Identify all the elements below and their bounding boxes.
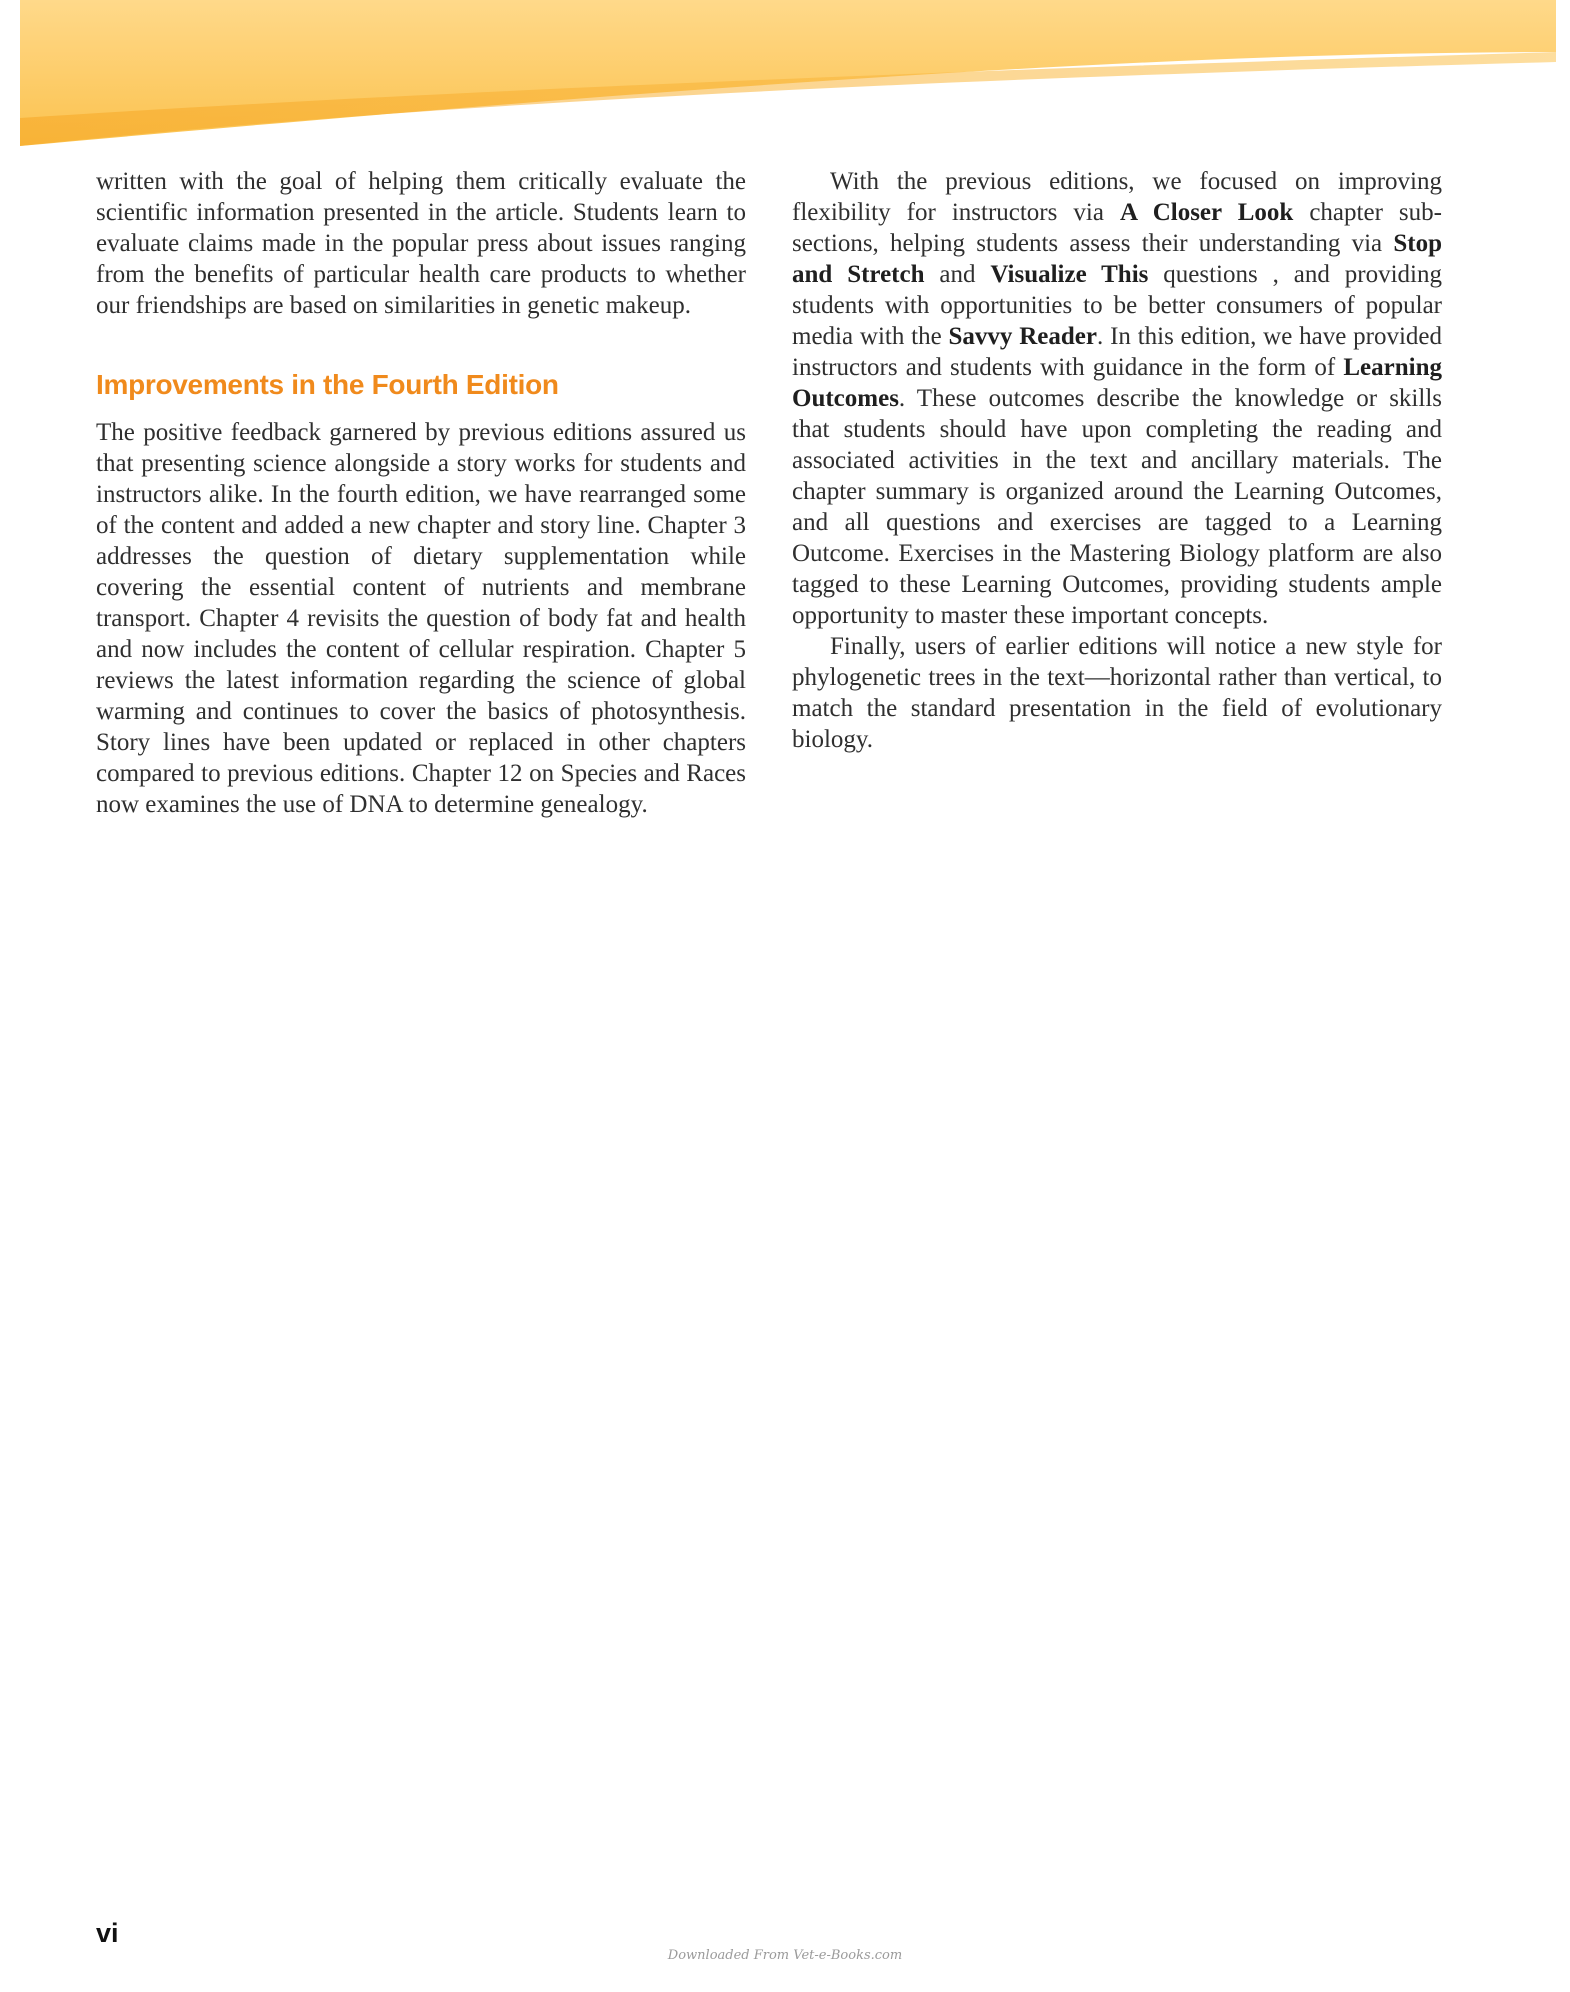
keyword-savvy-reader: Savvy Reader xyxy=(948,323,1097,350)
watermark-text: Downloaded From Vet-e-Books.com xyxy=(667,1948,903,1963)
page-number: vi xyxy=(96,1918,119,1948)
keyword-a-closer-look: A Closer Look xyxy=(1119,199,1294,226)
section-heading: Improvements in the Fourth Edition xyxy=(96,369,559,400)
text-run: With the previous editions, we focused on improving flexibility for instructors via xyxy=(792,168,1442,226)
intro-paragraph: written with the goal of helping them critically evaluate the scientific information presented in the article. Students learn to evaluate claims made in the popular press about issues ranging from the benefits of particular health care products to whether our friendships are based on similarities in genetic makeup. xyxy=(96,168,746,319)
header-decorative-band xyxy=(0,0,1570,160)
keyword-learning-outcomes: Learning Outcomes xyxy=(792,354,1442,412)
keyword-visualize-this: Visualize This xyxy=(990,261,1149,288)
left-column xyxy=(96,166,746,820)
text-run: chapter subsections, helping students assess their understanding via xyxy=(792,199,1442,257)
right-column xyxy=(792,166,1442,755)
text-run: . In this edition, we have provided instructors and students with guidance in the form of xyxy=(792,323,1442,381)
previous-editions-paragraph xyxy=(792,166,1442,631)
keyword-stop-and-stretch: Stop and Stretch xyxy=(792,230,1442,288)
improvements-paragraph: The positive feedback garnered by previous editions assured us that presenting science alongside a story works for students and instructors alike. In the fourth edition, we have rearranged some of the content and added a new chapter and story line. Chapter 3 addresses the question of dietary supplementation while covering the essential content of nutrients and membrane transport. Chapter 4 revisits the question of body fat and health and now includes the content of cellular respiration. Chapter 5 reviews the latest information regarding the science of global warming and continues to cover the basics of photosynthesis. Story lines have been updated or replaced in other chapters compared to previous editions. Chapter 12 on Species and Races now examines the use of DNA to determine genealogy. xyxy=(96,419,746,818)
text-run: questions , and providing students with opportunities to be better consumers of popular media with the xyxy=(792,261,1442,350)
watermark xyxy=(0,1948,1570,1963)
text-run: . These outcomes describe the knowledge or skills that students should have upon completing the reading and associated activities in the text and ancillary materials. The chapter summary is organized around the Learning Outcomes, and all questions and exercises are tagged to a Learning Outcome. Exercises in the Mastering Biology platform are also tagged to these Learning Outcomes, providing students ample opportunity to master these important concepts. xyxy=(792,385,1442,629)
phylogenetic-trees-paragraph: Finally, users of earlier editions will notice a new style for phylogenetic trees in the text—horizontal rather than vertical, to match the standard presentation in the field of evolutionary biology. xyxy=(792,633,1442,753)
text-run: and xyxy=(924,261,991,288)
